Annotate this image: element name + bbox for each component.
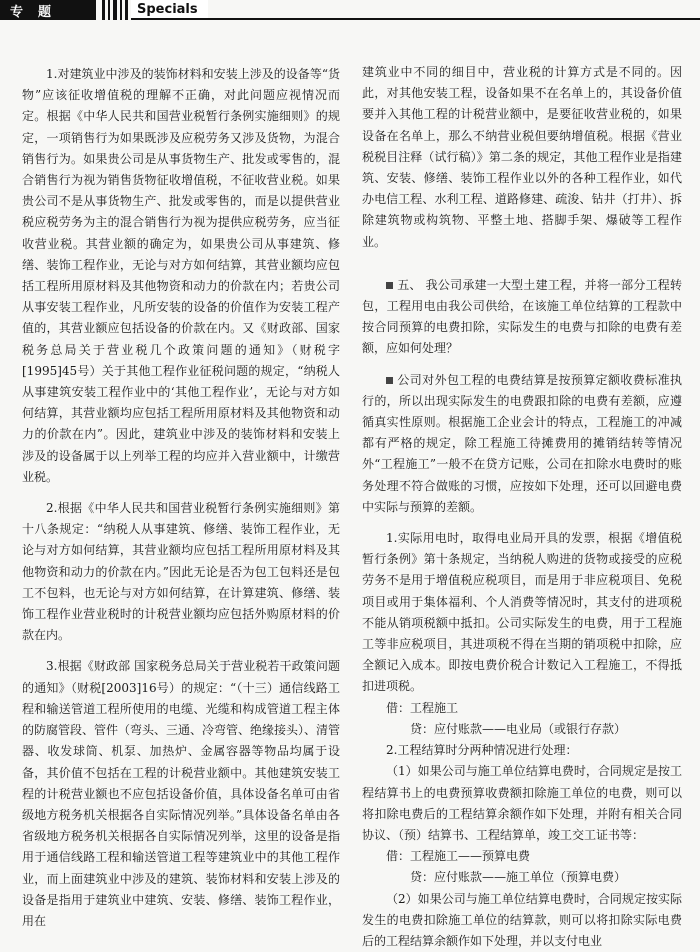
journal-credit-1: 贷：应付账款——电业局（或银行存款） <box>410 721 627 736</box>
paragraph-settlement: 2.工程结算时分两种情况进行处理： <box>386 743 578 758</box>
paragraph-2: 2.根据《中华人民共和国营业税暂行条例实施细则》第十八条规定：“纳税人从事建筑、修缮、装饰工程作业，无论与对方如何结算，其营业额均应包括工程所用原材料及其他物资和动力的价款在内。”因此无论是否为包工包料还是包工不包料，也无论与对方如何结算，在计算建筑、修缮、装饰工程作业营业税时的计税营业额均应包括外购原材料的价款在内。 <box>22 501 340 643</box>
paragraph-electricity: 1.实际用电时，取得电业局开具的发票，根据《增值税暂行条例》第十条规定，当纳税人购进的货物或接受的应税劳务不是用于增值税应税项目，而是用于非应税项目、免税项目或用于集体福利、个人消费等情况时，其支付的进项税不能从销项税额中抵扣。公司实际发生的电费，用于工程施工等非应税项目，其进项税不得在当期的销项税中扣除，应全额记入成本。即按电费价税合计数记入工程施工，不得抵扣进项税。 <box>362 531 682 694</box>
journal-debit-1: 借：工程施工 <box>386 700 459 715</box>
square-bullet-icon <box>386 282 393 289</box>
left-column <box>22 64 340 932</box>
section-label: 专 题 <box>0 0 96 20</box>
right-column <box>362 62 682 952</box>
journal-debit-2: 借：工程施工——预算电费 <box>386 849 531 864</box>
header-bars-decoration <box>102 0 131 20</box>
header-rule <box>208 0 700 20</box>
square-bullet-icon <box>386 377 393 384</box>
paragraph-case-2: （2）如果公司与施工单位结算电费时，合同规定按实际发生的电费扣除施工单位的结算款，则可以将扣除实际电费后的工程结算余额作如下处理，并以支付电业 <box>362 891 682 948</box>
paragraph-3: 3.根据《财政部 国家税务总局关于营业税若干政策问题的通知》（财税[2003]16号）的规定：“（十三）通信线路工程和输送管道工程所使用的电缆、光缆和构成管道工程主体的防腐管段、管件（弯头、三通、冷弯管、绝缘接头）、清管器、收发球筒、机泵、加热炉、金属容器等物品均属于设备，其价值不包括在工程的计税营业额中。其他建筑安装工程的计税营业额也不应包括设备价值，具体设备名单可由省级地方税务机关根据各自实际情况列举。”具体设备名单由各省级地方税务机关根据各自实际情况列举，这里的设备是指用于通信线路工程和输送管道工程等建筑业中的其他工程作业，而上面建筑业中涉及的建筑、装饰材料和安装上涉及的设备是指用于建筑业中建筑、安装、修缮、装饰工程作业，用在 <box>22 659 341 928</box>
section-title: Specials <box>131 0 208 20</box>
paragraph-1: 1.对建筑业中涉及的装饰材料和安装上涉及的设备等“货物”应该征收增值税的理解不正确，对此问题应视情况而定。根据《中华人民共和国营业税暂行条例实施细则》的规定，一项销售行为如果既涉及应税劳务又涉及货物，为混合销售行为。如果贵公司是从事货物生产、批发或零售的，混合销售行为视为销售货物征收增值税，不征收营业税。如果贵公司不是从事货物生产、批发或零售的，而是以提供营业税应税劳务为主的混合销售行为视为提供应税劳务，应当征收营业税。其营业额的确定为，如果贵公司从事建筑、修缮、装饰工程作业，无论与对方如何结算，其营业额均应包括工程所用原材料及其他物资和动力的价款在内；若贵公司从事安装工程作业，凡所安装的设备的价值作为安装工程产值的，其营业额应包括设备的价款在内。又《财政部、国家税务总局关于营业税几个政策问题的通知》（财税字[1995]45号）关于其他工程作业征税问题的规定，“纳税人从事建筑安装工程作业中的‘其他工程作业’，无论与对方如何结算，其营业额均应包括工程所用原材料及其他物资和动力的价款在内”。因此，建筑业中涉及的装饰材料和安装上涉及的设备属于以上列举工程的均应并入营业额中，计缴营业税。 <box>22 67 340 484</box>
journal-credit-2: 贷：应付账款——施工单位（预算电费） <box>410 870 627 885</box>
question-five: 五、 我公司承建一大型土建工程，并将一部分工程转包，工程用电由我公司供给，在该施工单位结算的工程款中按合同预算的电费扣除，实际发生的电费与扣除的电费有差额，应如何处理？ <box>362 277 682 356</box>
paragraph-continued: 建筑业中不同的细目中，营业税的计算方式是不同的。因此，对其他安装工程，设备如果不在名单上的，其设备价值要并入其他工程的计税营业额中，是要征收营业税的，如果设备在名单上，那么不纳营业税但要纳增值税。根据《营业税税目注释（试行稿）》第二条的规定，其他工程作业是指建筑、安装、修缮、装饰工程作业以外的各种工程作业，如代办电信工程、水利工程、道路修建、疏浚、钻井（打井）、拆除建筑物或构筑物、平整土地、搭脚手架、爆破等工程作业。 <box>362 65 682 249</box>
answer-paragraph: 公司对外包工程的电费结算是按预算定额收费标准执行的，所以出现实际发生的电费跟扣除的电费有差额，应遵循真实性原则。根据施工企业会计的特点，工程施工的冲减都有严格的规定，除工程施工待摊费用的摊销结转等情况外“工程施工”一般不在贷方记账，公司在扣除水电费时的账务处理不符合做账的习惯，应按如下处理，还可以回避电费中实际与预算的差额。 <box>362 372 682 514</box>
paragraph-case-1: （1）如果公司与施工单位结算电费时，合同规定是按工程结算书上的电费预算收费额扣除施工单位的电费，则可以将扣除电费后的工程结算余额作如下处理，并附有相关合同协议、（预）结算书、工程结算单，竣工交工证书等： <box>362 764 682 842</box>
page-header <box>0 0 700 20</box>
